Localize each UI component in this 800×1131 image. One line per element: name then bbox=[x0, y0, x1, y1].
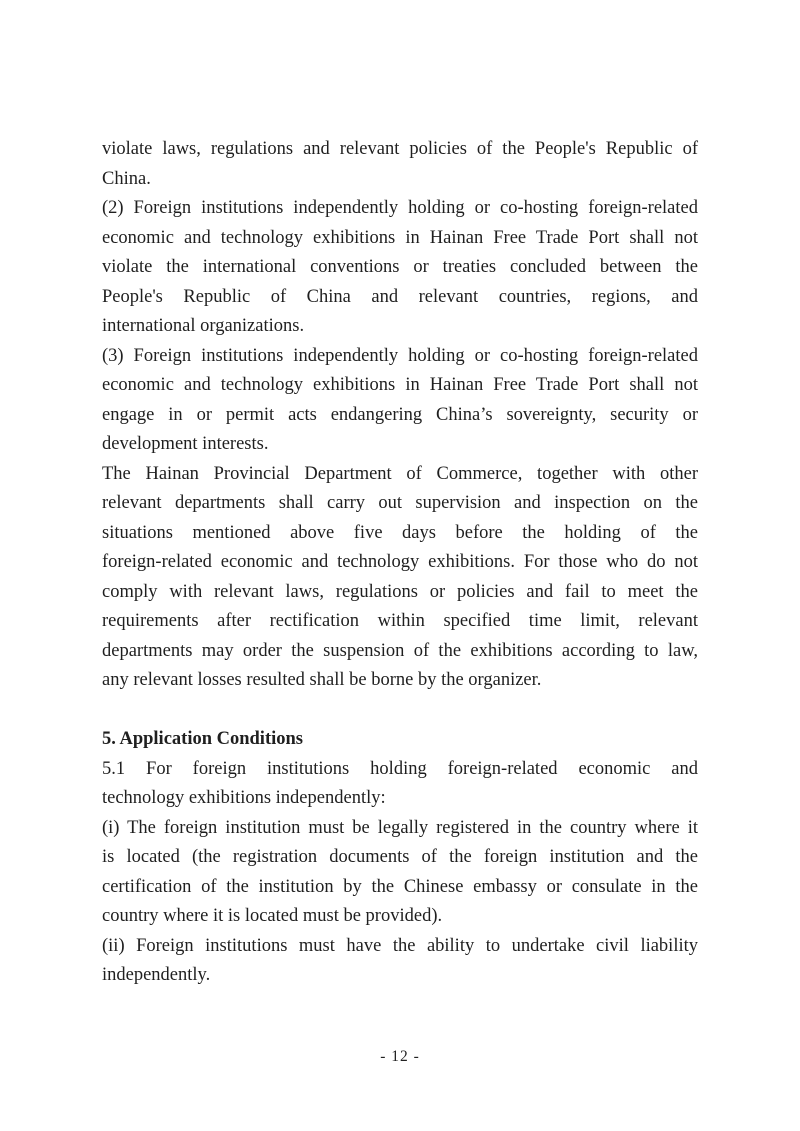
text-line: country where it is located must be provided). bbox=[102, 906, 443, 926]
text-line: (3) Foreign institutions independently holding or co-hosting foreign-related bbox=[102, 345, 698, 366]
paragraph bbox=[102, 194, 698, 342]
text-line: international organizations. bbox=[102, 316, 305, 336]
text-line: technology exhibitions independently: bbox=[102, 788, 386, 808]
paragraph bbox=[102, 342, 698, 460]
text-line: situations mentioned above five days before the holding of the bbox=[102, 522, 698, 543]
text-line: violate the international conventions or treaties concluded between the bbox=[102, 257, 698, 277]
page-number: - 12 - bbox=[380, 1048, 420, 1065]
text-line: economic and technology exhibitions in Hainan Free Trade Port shall not bbox=[102, 227, 698, 248]
text-line: certification of the institution by the Chinese embassy or consulate in the bbox=[102, 876, 698, 897]
text-line: is located (the registration documents of the foreign institution and the bbox=[102, 847, 698, 867]
paragraph bbox=[102, 755, 698, 814]
text-line: (i) The foreign institution must be legally registered in the country where it bbox=[102, 817, 698, 838]
text-line: comply with relevant laws, regulations or policies and fail to meet the bbox=[102, 581, 698, 602]
section-heading bbox=[102, 725, 698, 755]
text-line: departments may order the suspension of the exhibitions according to law, bbox=[102, 640, 698, 661]
text-line: (ii) Foreign institutions must have the ability to undertake civil liability bbox=[102, 935, 698, 956]
text-line: (2) Foreign institutions independently holding or co-hosting foreign-related bbox=[102, 198, 698, 218]
text-line: 5.1 For foreign institutions holding foreign-related economic and bbox=[102, 758, 698, 779]
paragraph bbox=[102, 814, 698, 932]
paragraph bbox=[102, 460, 698, 696]
text-line: independently. bbox=[102, 965, 211, 985]
text-line: China. bbox=[102, 168, 151, 189]
paragraph bbox=[102, 135, 698, 194]
page-footer bbox=[0, 1048, 800, 1066]
text-line: engage in or permit acts endangering China’s sovereignty, security or bbox=[102, 404, 698, 425]
text-line: relevant departments shall carry out supervision and inspection on the bbox=[102, 493, 698, 513]
text-line: violate laws, regulations and relevant policies of the People's Republic of bbox=[102, 139, 698, 159]
text-line: development interests. bbox=[102, 434, 269, 454]
text-line: any relevant losses resulted shall be borne by the organizer. bbox=[102, 670, 542, 690]
text-line: People's Republic of China and relevant countries, regions, and bbox=[102, 286, 698, 307]
text-line: requirements after rectification within specified time limit, relevant bbox=[102, 611, 698, 631]
paragraph bbox=[102, 932, 698, 991]
text-line: 5. Application Conditions bbox=[102, 729, 303, 749]
text-line: economic and technology exhibitions in Hainan Free Trade Port shall not bbox=[102, 375, 698, 395]
text-line: foreign-related economic and technology exhibitions. For those who do not bbox=[102, 552, 698, 572]
page-body bbox=[102, 135, 698, 991]
text-line: The Hainan Provincial Department of Commerce, together with other bbox=[102, 463, 698, 484]
